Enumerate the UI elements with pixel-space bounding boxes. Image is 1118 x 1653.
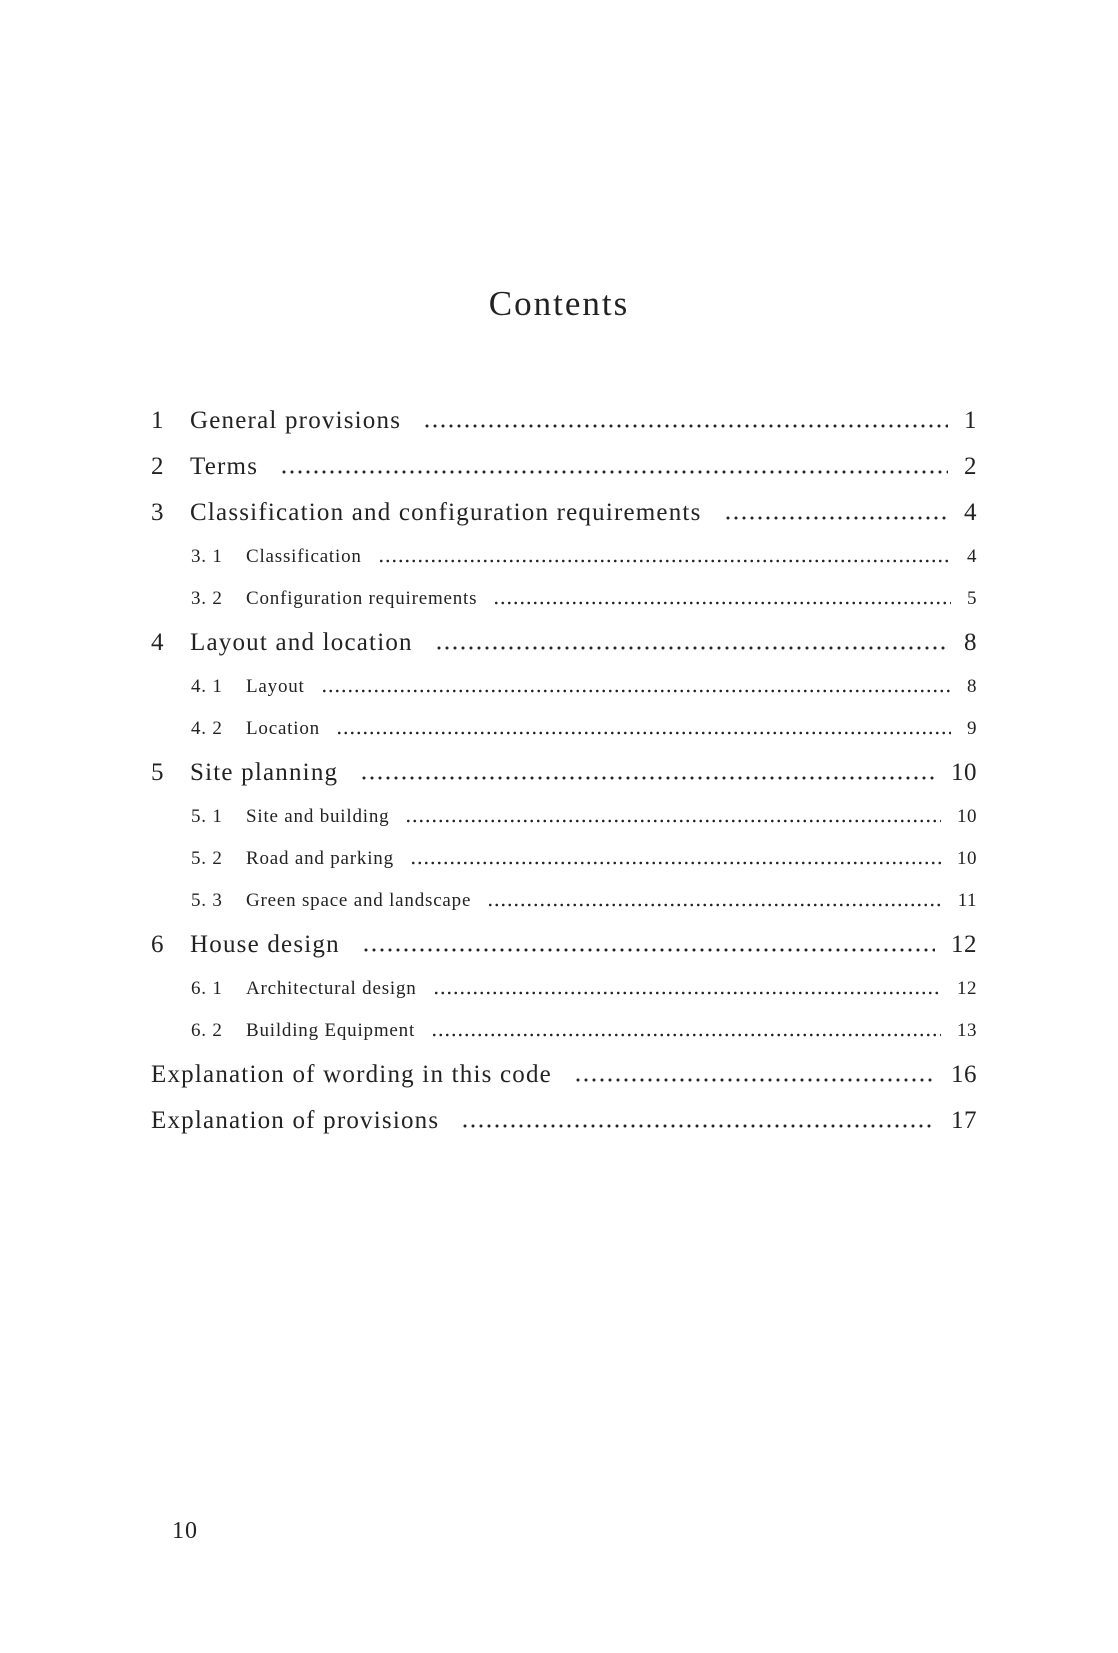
toc-leader-dots <box>360 775 935 781</box>
toc-subentry-number: 4. 1 <box>191 676 223 697</box>
toc-entry <box>151 922 977 968</box>
toc-subentry-title: Configuration requirements <box>246 588 478 609</box>
toc-subentry-title: Layout <box>246 676 305 697</box>
toc-leader-dots <box>487 902 942 908</box>
toc-subentry-title: Green space and landscape <box>246 890 472 911</box>
toc-subentry-page: 9 <box>967 718 977 739</box>
toc-entry-title: Classification and configuration requirements <box>190 499 702 526</box>
toc-subentry-page: 10 <box>957 806 977 827</box>
toc-subentry <box>151 880 977 922</box>
toc-subentry <box>151 838 977 880</box>
toc-subentry-title: Classification <box>246 546 362 567</box>
toc-entry <box>151 444 977 490</box>
toc-subentry-page: 8 <box>967 676 977 697</box>
toc-entry-title: Terms <box>190 453 259 480</box>
toc-subentry-title: Road and parking <box>246 848 394 869</box>
toc-leader-dots <box>423 423 948 429</box>
toc-entry-explanation-wording <box>151 1052 977 1098</box>
page-title: Contents <box>488 284 630 323</box>
toc-entry-title: Site planning <box>190 759 339 786</box>
toc-entry <box>151 750 977 796</box>
toc-subentry-number: 5. 3 <box>191 890 223 911</box>
toc-leader-dots <box>405 818 941 824</box>
toc-leader-dots <box>336 730 951 736</box>
toc-entry-page: 16 <box>951 1061 977 1088</box>
toc-subentry-title: Architectural design <box>246 978 417 999</box>
toc-leader-dots <box>280 469 948 475</box>
toc-leader-dots <box>431 1032 941 1038</box>
toc-subentry-page: 13 <box>957 1020 977 1041</box>
toc-subentry <box>151 1010 977 1052</box>
toc-entry-title: House design <box>190 931 340 958</box>
toc-entry-page: 2 <box>964 453 977 480</box>
toc-subentry-number: 5. 2 <box>191 848 223 869</box>
toc-subentry-number: 5. 1 <box>191 806 223 827</box>
toc-subentry <box>151 578 977 620</box>
toc-leader-dots <box>461 1123 935 1129</box>
toc-entry-page: 17 <box>951 1107 977 1134</box>
page-number: 10 <box>172 1518 198 1544</box>
toc-entry-title: Layout and location <box>190 629 413 656</box>
toc-entry-title: Explanation of wording in this code <box>151 1061 552 1088</box>
toc-leader-dots <box>362 947 935 953</box>
table-of-contents <box>151 398 977 1144</box>
toc-subentry-page: 4 <box>967 546 977 567</box>
toc-subentry-page: 10 <box>957 848 977 869</box>
toc-subentry-title: Site and building <box>246 806 390 827</box>
toc-entry-title: Explanation of provisions <box>151 1107 440 1134</box>
toc-entry-number: 1 <box>151 407 165 434</box>
toc-subentry <box>151 536 977 578</box>
toc-leader-dots <box>435 645 948 651</box>
toc-leader-dots <box>321 688 951 694</box>
toc-subentry-number: 3. 2 <box>191 588 223 609</box>
toc-subentry-page: 11 <box>957 890 977 911</box>
toc-subentry-number: 4. 2 <box>191 718 223 739</box>
toc-subentry <box>151 796 977 838</box>
toc-entry <box>151 620 977 666</box>
toc-entry-number: 6 <box>151 931 165 958</box>
toc-entry-page: 12 <box>951 931 977 958</box>
toc-entry-explanation-provisions <box>151 1098 977 1144</box>
toc-entry-page: 10 <box>951 759 977 786</box>
toc-leader-dots <box>724 515 948 521</box>
toc-subentry-page: 5 <box>967 588 977 609</box>
toc-subentry-title: Building Equipment <box>246 1020 416 1041</box>
toc-subentry-number: 3. 1 <box>191 546 223 567</box>
toc-entry <box>151 490 977 536</box>
toc-entry <box>151 398 977 444</box>
toc-subentry <box>151 666 977 708</box>
toc-entry-number: 2 <box>151 453 165 480</box>
toc-subentry <box>151 708 977 750</box>
toc-entry-title: General provisions <box>190 407 402 434</box>
toc-leader-dots <box>410 860 941 866</box>
toc-subentry-title: Location <box>246 718 320 739</box>
toc-subentry-number: 6. 2 <box>191 1020 223 1041</box>
toc-entry-page: 1 <box>964 407 977 434</box>
toc-entry-page: 4 <box>964 499 977 526</box>
toc-subentry-page: 12 <box>957 978 977 999</box>
toc-subentry-number: 6. 1 <box>191 978 223 999</box>
toc-entry-number: 4 <box>151 629 165 656</box>
toc-entry-number: 5 <box>151 759 165 786</box>
toc-leader-dots <box>378 558 951 564</box>
toc-entry-number: 3 <box>151 499 165 526</box>
toc-leader-dots <box>574 1077 935 1083</box>
toc-leader-dots <box>493 600 951 606</box>
toc-leader-dots <box>433 990 941 996</box>
toc-entry-page: 8 <box>964 629 977 656</box>
toc-subentry <box>151 968 977 1010</box>
